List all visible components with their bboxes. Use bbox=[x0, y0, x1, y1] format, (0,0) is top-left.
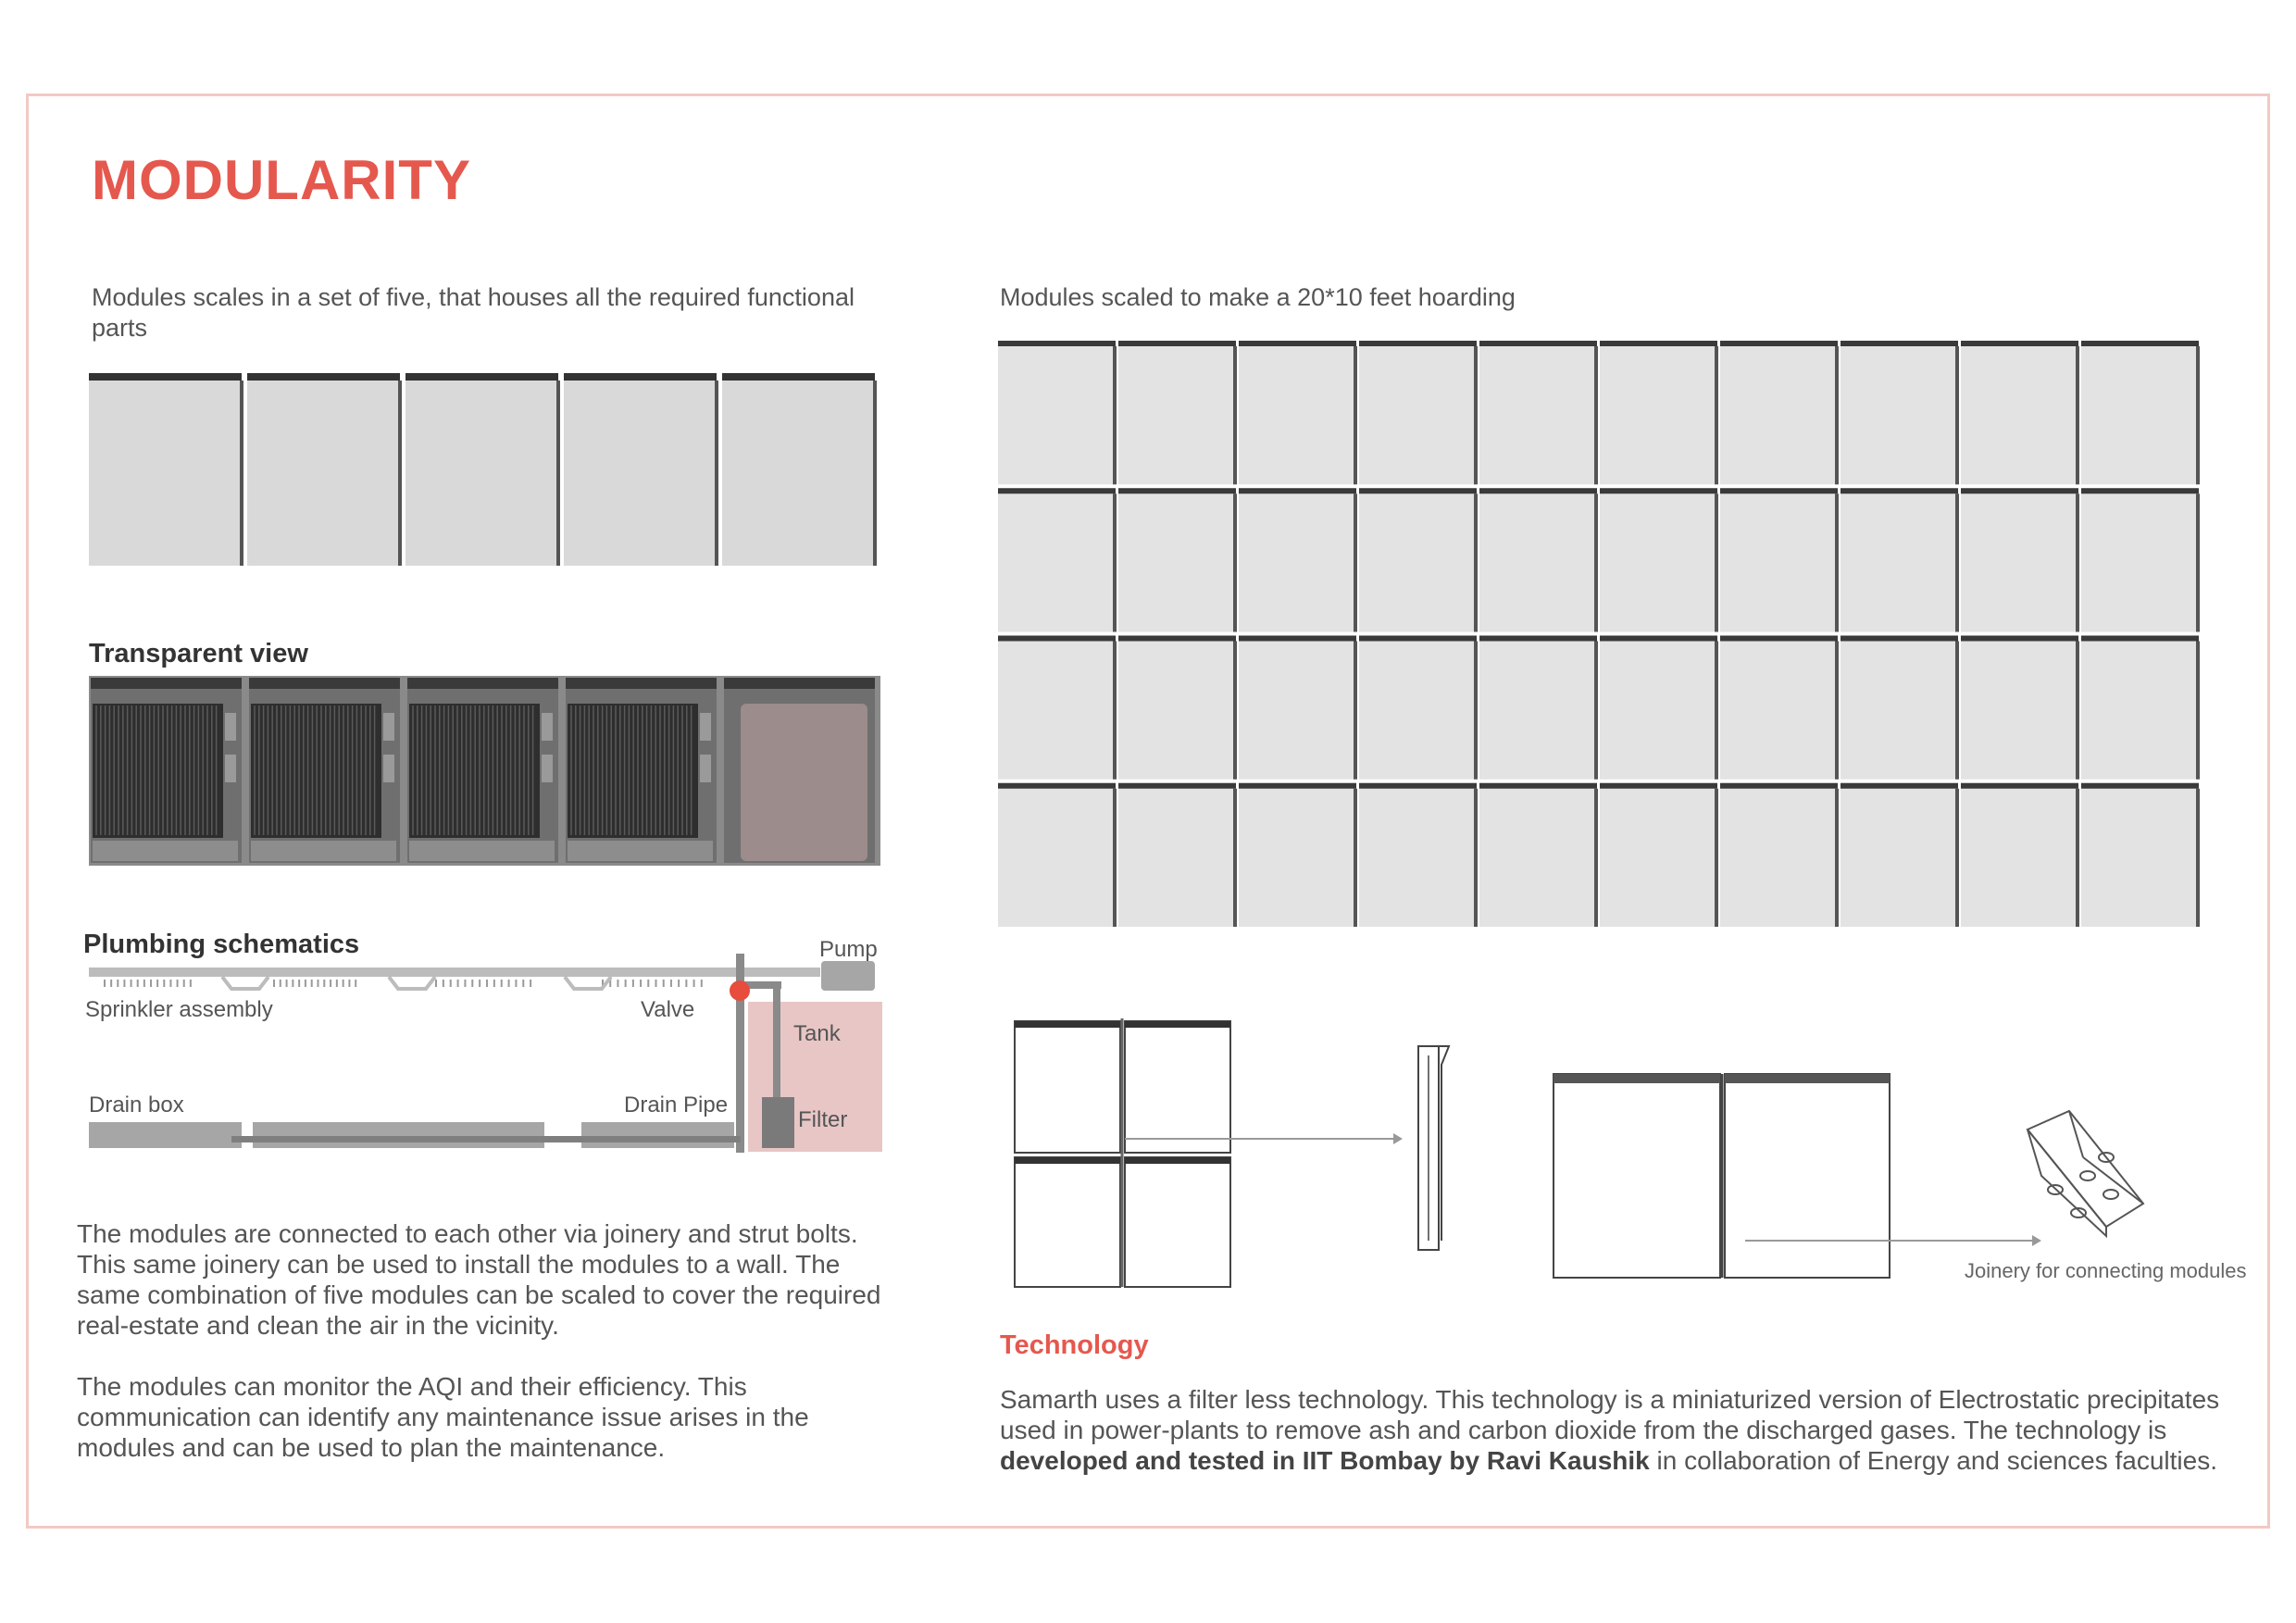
joinery-bracket bbox=[2028, 1111, 2143, 1236]
module-front-1 bbox=[89, 373, 243, 566]
technology-description bbox=[1000, 1384, 2268, 1476]
hoarding-module bbox=[1600, 341, 1718, 484]
hoarding-module bbox=[1479, 488, 1598, 631]
transparent-module-3 bbox=[407, 678, 558, 863]
hoarding-caption: Modules scaled to make a 20*10 feet hoarding bbox=[1000, 283, 1516, 311]
hoarding-module bbox=[1239, 488, 1357, 631]
sprinkler-head-group-3 bbox=[435, 980, 531, 987]
hoarding-module bbox=[1239, 783, 1357, 927]
sprinkler-pipe bbox=[89, 968, 820, 977]
plumbing-schematic bbox=[83, 954, 889, 1157]
drain-box-1 bbox=[89, 1122, 242, 1148]
sprinkler-label: Sprinkler assembly bbox=[85, 997, 273, 1022]
hoarding-module bbox=[1479, 783, 1598, 927]
module-front-5 bbox=[722, 373, 877, 566]
technology-bold-text: developed and tested in IIT Bombay by Ravi Kaushik bbox=[1000, 1446, 1650, 1475]
transparent-view-heading: Transparent view bbox=[89, 639, 308, 668]
drain-box-label: Drain box bbox=[89, 1092, 184, 1117]
hoarding-module bbox=[1359, 488, 1478, 631]
hoarding-module bbox=[1118, 636, 1237, 780]
drain-pipe-label: Drain Pipe bbox=[624, 1092, 729, 1117]
hoarding-module bbox=[2081, 341, 2200, 484]
strut-bracket bbox=[1418, 1046, 1449, 1250]
sprinkler-head-group-2 bbox=[273, 980, 356, 987]
hoarding-module bbox=[1720, 488, 1839, 631]
valve-label: Valve bbox=[641, 997, 695, 1022]
hoarding-module bbox=[1720, 783, 1839, 927]
hoarding-module bbox=[998, 783, 1117, 927]
paragraph-aqi: The modules can monitor the AQI and their efficiency. This communication can identify any maintenance issue arises in the modules and can be used to plan the maintenance. bbox=[77, 1372, 809, 1462]
hoarding-module bbox=[1479, 341, 1598, 484]
technology-text-2: in collaboration of Energy and sciences faculties. bbox=[1649, 1446, 2217, 1475]
hoarding-module bbox=[998, 488, 1117, 631]
technology-heading: Technology bbox=[1000, 1330, 1149, 1360]
pump-shape bbox=[821, 961, 875, 991]
transparent-module-1 bbox=[91, 678, 242, 863]
modules-description bbox=[77, 1218, 892, 1493]
plumbing-heading: Plumbing schematics bbox=[83, 930, 360, 959]
sprinkler-head-group-1 bbox=[104, 980, 192, 987]
two-module-side-view bbox=[1554, 1074, 1890, 1278]
hoarding-module bbox=[1359, 341, 1478, 484]
hoarding-module bbox=[1720, 341, 1839, 484]
hoarding-module bbox=[1239, 341, 1357, 484]
tank-label: Tank bbox=[793, 1021, 841, 1046]
hoarding-module bbox=[1961, 783, 2079, 927]
filter-shape bbox=[762, 1097, 794, 1148]
joinery-illustration bbox=[1014, 1018, 2273, 1296]
arrow-head-1 bbox=[1393, 1133, 1403, 1144]
hoarding-module bbox=[998, 341, 1117, 484]
hoarding-module bbox=[1841, 783, 1959, 927]
drain-box-3 bbox=[581, 1122, 734, 1148]
technology-text-1: Samarth uses a filter less technology. This technology is a miniaturized version of Electrostatic precipitates used in power-plants to remove ash and carbon dioxide from the discharged gases. The technology is bbox=[1000, 1385, 2220, 1444]
hoarding-module bbox=[1720, 636, 1839, 780]
drain-pipe-shape bbox=[231, 1136, 741, 1142]
hoarding-module bbox=[2081, 488, 2200, 631]
transparent-module-2 bbox=[249, 678, 400, 863]
drain-box-2 bbox=[253, 1122, 544, 1148]
hoarding-module bbox=[1600, 783, 1718, 927]
modules-caption: Modules scales in a set of five, that houses all the required functional parts bbox=[92, 283, 855, 342]
hoarding-module bbox=[1118, 488, 1237, 631]
hoarding-module bbox=[1841, 341, 1959, 484]
module-front-2 bbox=[247, 373, 402, 566]
hoarding-module bbox=[1118, 341, 1237, 484]
hoarding-grid bbox=[998, 341, 2202, 930]
page-title: MODULARITY bbox=[92, 149, 471, 211]
hoarding-module bbox=[1961, 636, 2079, 780]
hoarding-module bbox=[1239, 636, 1357, 780]
four-module-block bbox=[1015, 1018, 1230, 1287]
hoarding-module bbox=[1600, 636, 1718, 780]
hoarding-module bbox=[2081, 636, 2200, 780]
transparent-module-4 bbox=[566, 678, 717, 863]
five-modules-front-view bbox=[89, 373, 880, 568]
hoarding-module bbox=[1961, 488, 2079, 631]
joinery-caption: Joinery for connecting modules bbox=[1965, 1259, 2247, 1282]
filter-label: Filter bbox=[798, 1107, 848, 1132]
pump-label: Pump bbox=[819, 937, 878, 962]
hoarding-module bbox=[1359, 636, 1478, 780]
hoarding-module bbox=[1600, 488, 1718, 631]
hoarding-module bbox=[998, 636, 1117, 780]
valve-icon bbox=[730, 980, 750, 1001]
transparent-module-5 bbox=[724, 678, 875, 863]
transparent-view-illustration bbox=[89, 676, 880, 866]
sprinkler-head-group-4 bbox=[602, 980, 703, 987]
hoarding-module bbox=[1359, 783, 1478, 927]
hoarding-module bbox=[1841, 636, 1959, 780]
hoarding-module bbox=[1479, 636, 1598, 780]
hoarding-module bbox=[1961, 341, 2079, 484]
hoarding-module bbox=[1841, 488, 1959, 631]
arrow-head-2 bbox=[2032, 1235, 2041, 1246]
module-front-3 bbox=[406, 373, 560, 566]
paragraph-joinery: The modules are connected to each other via joinery and strut bolts. This same joinery can be used to install the modules to a wall. The same combination of five modules can be scaled to cover the required real-estate and clean the air in the vicinity. bbox=[77, 1219, 881, 1340]
hoarding-module bbox=[1118, 783, 1237, 927]
hoarding-module bbox=[2081, 783, 2200, 927]
module-front-4 bbox=[564, 373, 718, 566]
